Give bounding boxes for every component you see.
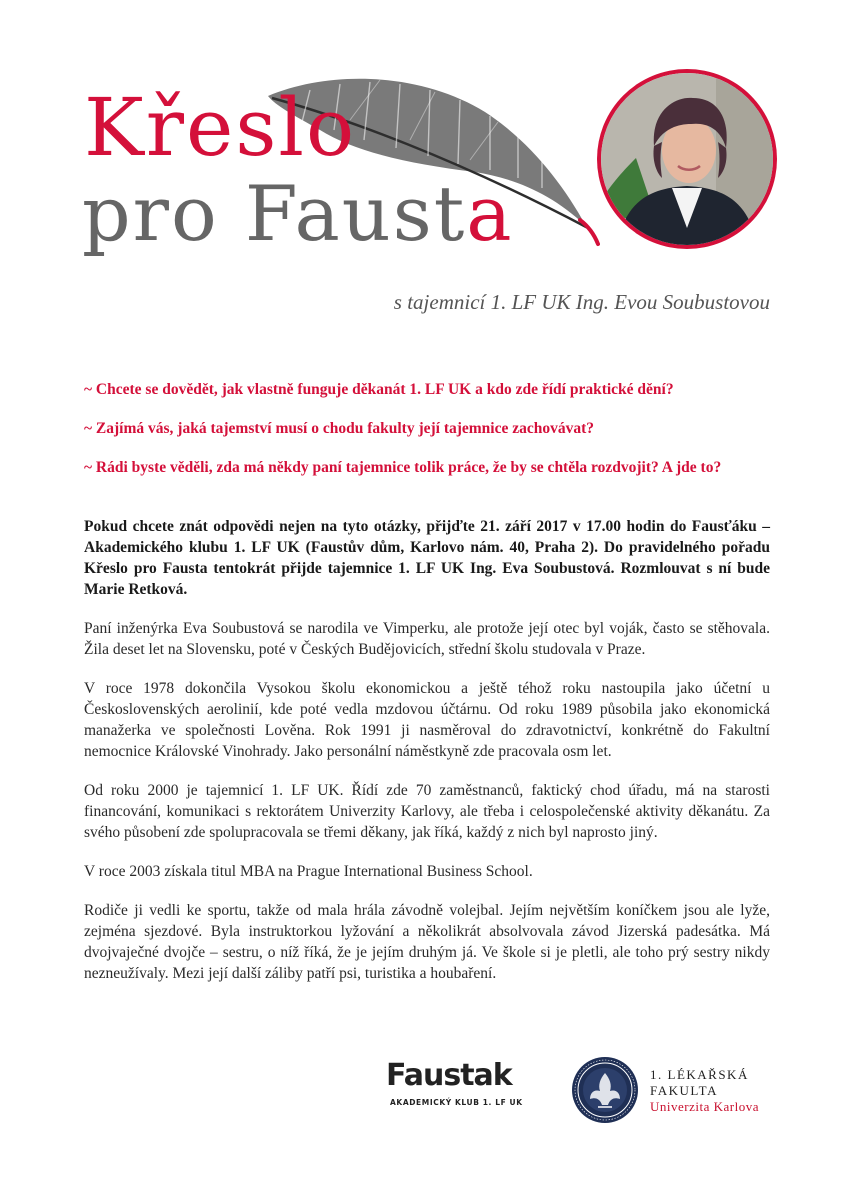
university-name: Univerzita Karlova (650, 1099, 759, 1114)
body-paragraph: V roce 1978 dokončila Vysokou školu ekonomickou a ještě téhož roku nastoupila jako účetní u Československých aerolinií, kde poté vedla mzdovou účtárnu. Od roku 1989 působila jako ekonomická manažerka ve společnosti Lověna. Rok 1991 ji nasměroval do zdravotnictví, konkrétně do Fakultní nemocnice Královské Vinohrady. Jako personální náměstkyně zde pracovala osm let. (84, 680, 770, 760)
faculty-name-line2: FAKULTA (650, 1083, 718, 1098)
subtitle: s tajemnicí 1. LF UK Ing. Evou Soubustovou (393, 290, 770, 314)
faculty-name-line1: 1. LÉKAŘSKÁ (650, 1067, 749, 1082)
body-paragraph: Od roku 2000 je tajemnicí 1. LF UK. Řídí zde 70 zaměstnanců, faktický chod úřadu, má na starosti financování, komunikaci s rektorátem Univerzity Karlovy, ale třeba i celospolečenské aktivity děkanátu. Za svého působení zde spolupracovala se třemi děkany, jak říká, každý z nich byl naprosto jiný. (84, 782, 770, 841)
question-list (84, 380, 784, 497)
question-item: ~ Rádi byste věděli, zda má někdy paní tajemnice tolik práce, že by se chtěla rozdvojit? A jde to? (84, 459, 722, 476)
body-paragraph: Rodiče ji vedli ke sportu, takže od mala hrála závodně volejbal. Jejím největším koníčkem jsou ale lyže, zejména sjezdové. Byla instruktorkou lyžování a několikrát absolvovala závod Jizerská padesátka. Má dvojvaječné dvojče – sestru, o níž říká, že je jejím druhým já. Ve škole si je pletli, ale toho prý sestry nikdy nezneužívaly. Mezi její další záliby patří psi, turistika a houbaření. (84, 902, 770, 982)
title-final-letter: a (466, 169, 514, 258)
lead-paragraph: Pokud chcete znát odpovědi nejen na tyto otázky, přijďte 21. září 2017 v 17.00 hodin do Fausťáku – Akademického klubu 1. LF UK (Faustův dům, Karlovo nám. 40, Praha 2). Do pravidelného pořadu Křeslo pro Fausta tentokrát přijde tajemnice 1. LF UK Ing. Eva Soubustová. Rozmlouvat s ní bude Marie Retková. (84, 518, 770, 598)
title-pro-fausta (82, 169, 514, 258)
faustak-logo-subtitle: AKADEMICKÝ KLUB 1. LF UK (390, 1098, 523, 1107)
question-item: ~ Zajímá vás, jaká tajemství musí o chodu fakulty její tajemnice zachovávat? (84, 420, 595, 437)
faculty-logo-text (650, 1067, 759, 1115)
question-item: ~ Chcete se dovědět, jak vlastně funguje děkanát 1. LF UK a kdo zde řídí praktické dění? (84, 381, 674, 398)
article-body (84, 516, 770, 1002)
portrait-photo (596, 68, 778, 250)
university-seal-icon (570, 1055, 640, 1125)
title-pro-faust-text: pro Faust (82, 169, 467, 258)
body-paragraph: Paní inženýrka Eva Soubustová se narodila ve Vimperku, ale protože její otec byl voják, často se stěhovala. Žila deset let na Slovensku, poté v Českých Budějovicích, střední školu studovala v Praze. (84, 620, 770, 658)
faustak-logo (386, 1058, 526, 1118)
body-paragraph: V roce 2003 získala titul MBA na Prague International Business School. (84, 863, 533, 880)
faustak-logo-name: Faustak (386, 1058, 512, 1093)
title-kreslo: Křeslo (84, 81, 357, 174)
